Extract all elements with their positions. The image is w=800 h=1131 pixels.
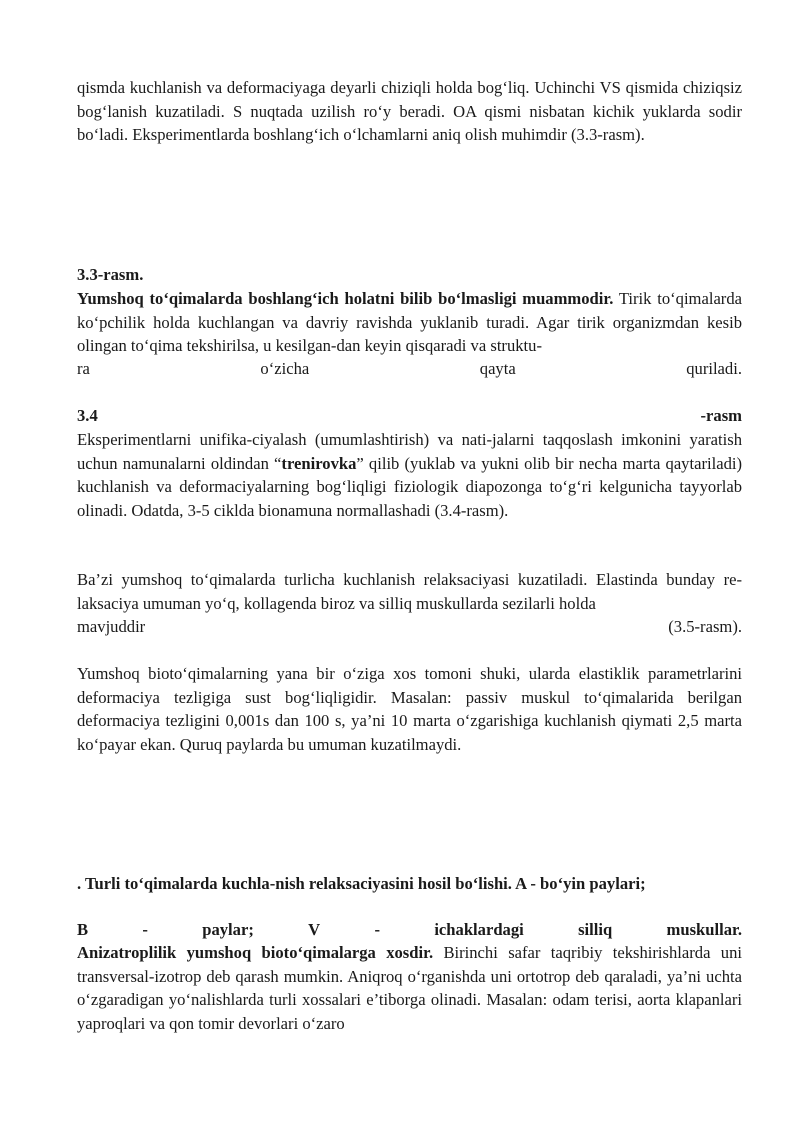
paragraph-intro: qismda kuchlanish va deformaciyaga deyarli chiziqli holda bog‘liq. Uchinchi VS qismida chiziqsiz bog‘lanish kuzatiladi. S nuqtada uzilish ro‘y beradi. OA qismi nisbatan kichik yuklarda sodir bo‘ladi. Eksperimentlarda boshlang‘ich o‘lchamlarni aniq olish muhimdir (3.3-rasm). <box>77 78 742 145</box>
paragraph-anisotropy: Anizatroplilik yumshoq bioto‘qimalarga xosdir. Birinchi safar taqribiy tekshirishlarda uni transversal-izotrop deb qarash mumkin. Aniqroq o‘rganishda uni ortotrop deb qaraladi, ya’ni uchta o‘zgaradigan yo‘nalishlarda turli xossalari e’tiborga olinadi. Masalan: odam terisi, aorta klapanlari yaproqlari va qon tomir devorlari o‘zaro <box>77 943 743 1033</box>
paragraph-initial-state-text: Tirik to‘qimalarda ko‘pchilik holda kuchlangan va davriy ravishda yuklanib turadi. Agar tirik organizmdan kesib olingan to‘qima tekshirilsa, u kesilgan-dan keyin qisqaradi va struktu- <box>77 289 742 356</box>
paragraph-training: Eksperimentlarni unifika-ciyalash (umumlashtirish) va nati-jalarni taqqoslash imkonini yaratish uchun namunalarni oldindan “trenirovka” qilib (yuklab va yukni olib bir necha marta qaytariladi) kuchlanish va deformaciyalarning bog‘liqligi fiziologik diapozonga to‘g‘ri kelgunicha tayyorlab olinadi. Odatda, 3-5 ciklda bionamuna normallashadi (3.4-rasm). <box>77 430 742 520</box>
paragraph-initial-state <box>77 287 742 358</box>
bold-word-trenirovka: trenirovka <box>281 453 357 473</box>
paragraph-initial-state-last-line: ra o‘zicha qayta quriladi. <box>77 359 742 378</box>
figure-3-4-caption: 3.4 -rasm <box>77 406 742 425</box>
bold-heading-initial-state: Yumshoq to‘qimalarda boshlang‘ich holatni bilib bo‘lmasligi muammodir. <box>77 289 614 308</box>
figure-3-5-caption-continued: B - paylar; V - ichaklardagi silliq muskullar. <box>77 920 742 939</box>
figure-3-3-caption: 3.3-rasm. <box>77 265 144 284</box>
paragraph-relaxation: Ba’zi yumshoq to‘qimalarda turlicha kuchlanish relaksaciyasi kuzatiladi. Elastinda bunday re-laksaciya umuman yo‘q, kollagenda biroz va silliq muskullarda sezilarli holda <box>77 570 742 613</box>
paragraph-relaxation-last-line: mavjuddir (3.5-rasm). <box>77 617 742 636</box>
paragraph-strain-rate: Yumshoq bioto‘qimalarning yana bir o‘ziga xos tomoni shuki, ularda elastiklik parametrlarini deformaciya tezligiga sust bog‘liqligidir. Masalan: passiv muskul to‘qimalarida berilgan deformaciya tezligini 0,001s dan 100 s, ya’ni 10 marta o‘zgarishiga kuchlanish qiymati 2,5 marta ko‘payar ekan. Quruq paylarda bu umuman kuzatilmaydi. <box>77 664 742 754</box>
figure-3-5-caption: . Turli to‘qimalarda kuchla-nish relaksaciyasini hosil bo‘lishi. A - bo‘yin paylari; <box>77 874 646 893</box>
bold-heading-anisotropy: Anizatroplilik yumshoq bioto‘qimalarga xosdir. <box>77 943 434 962</box>
